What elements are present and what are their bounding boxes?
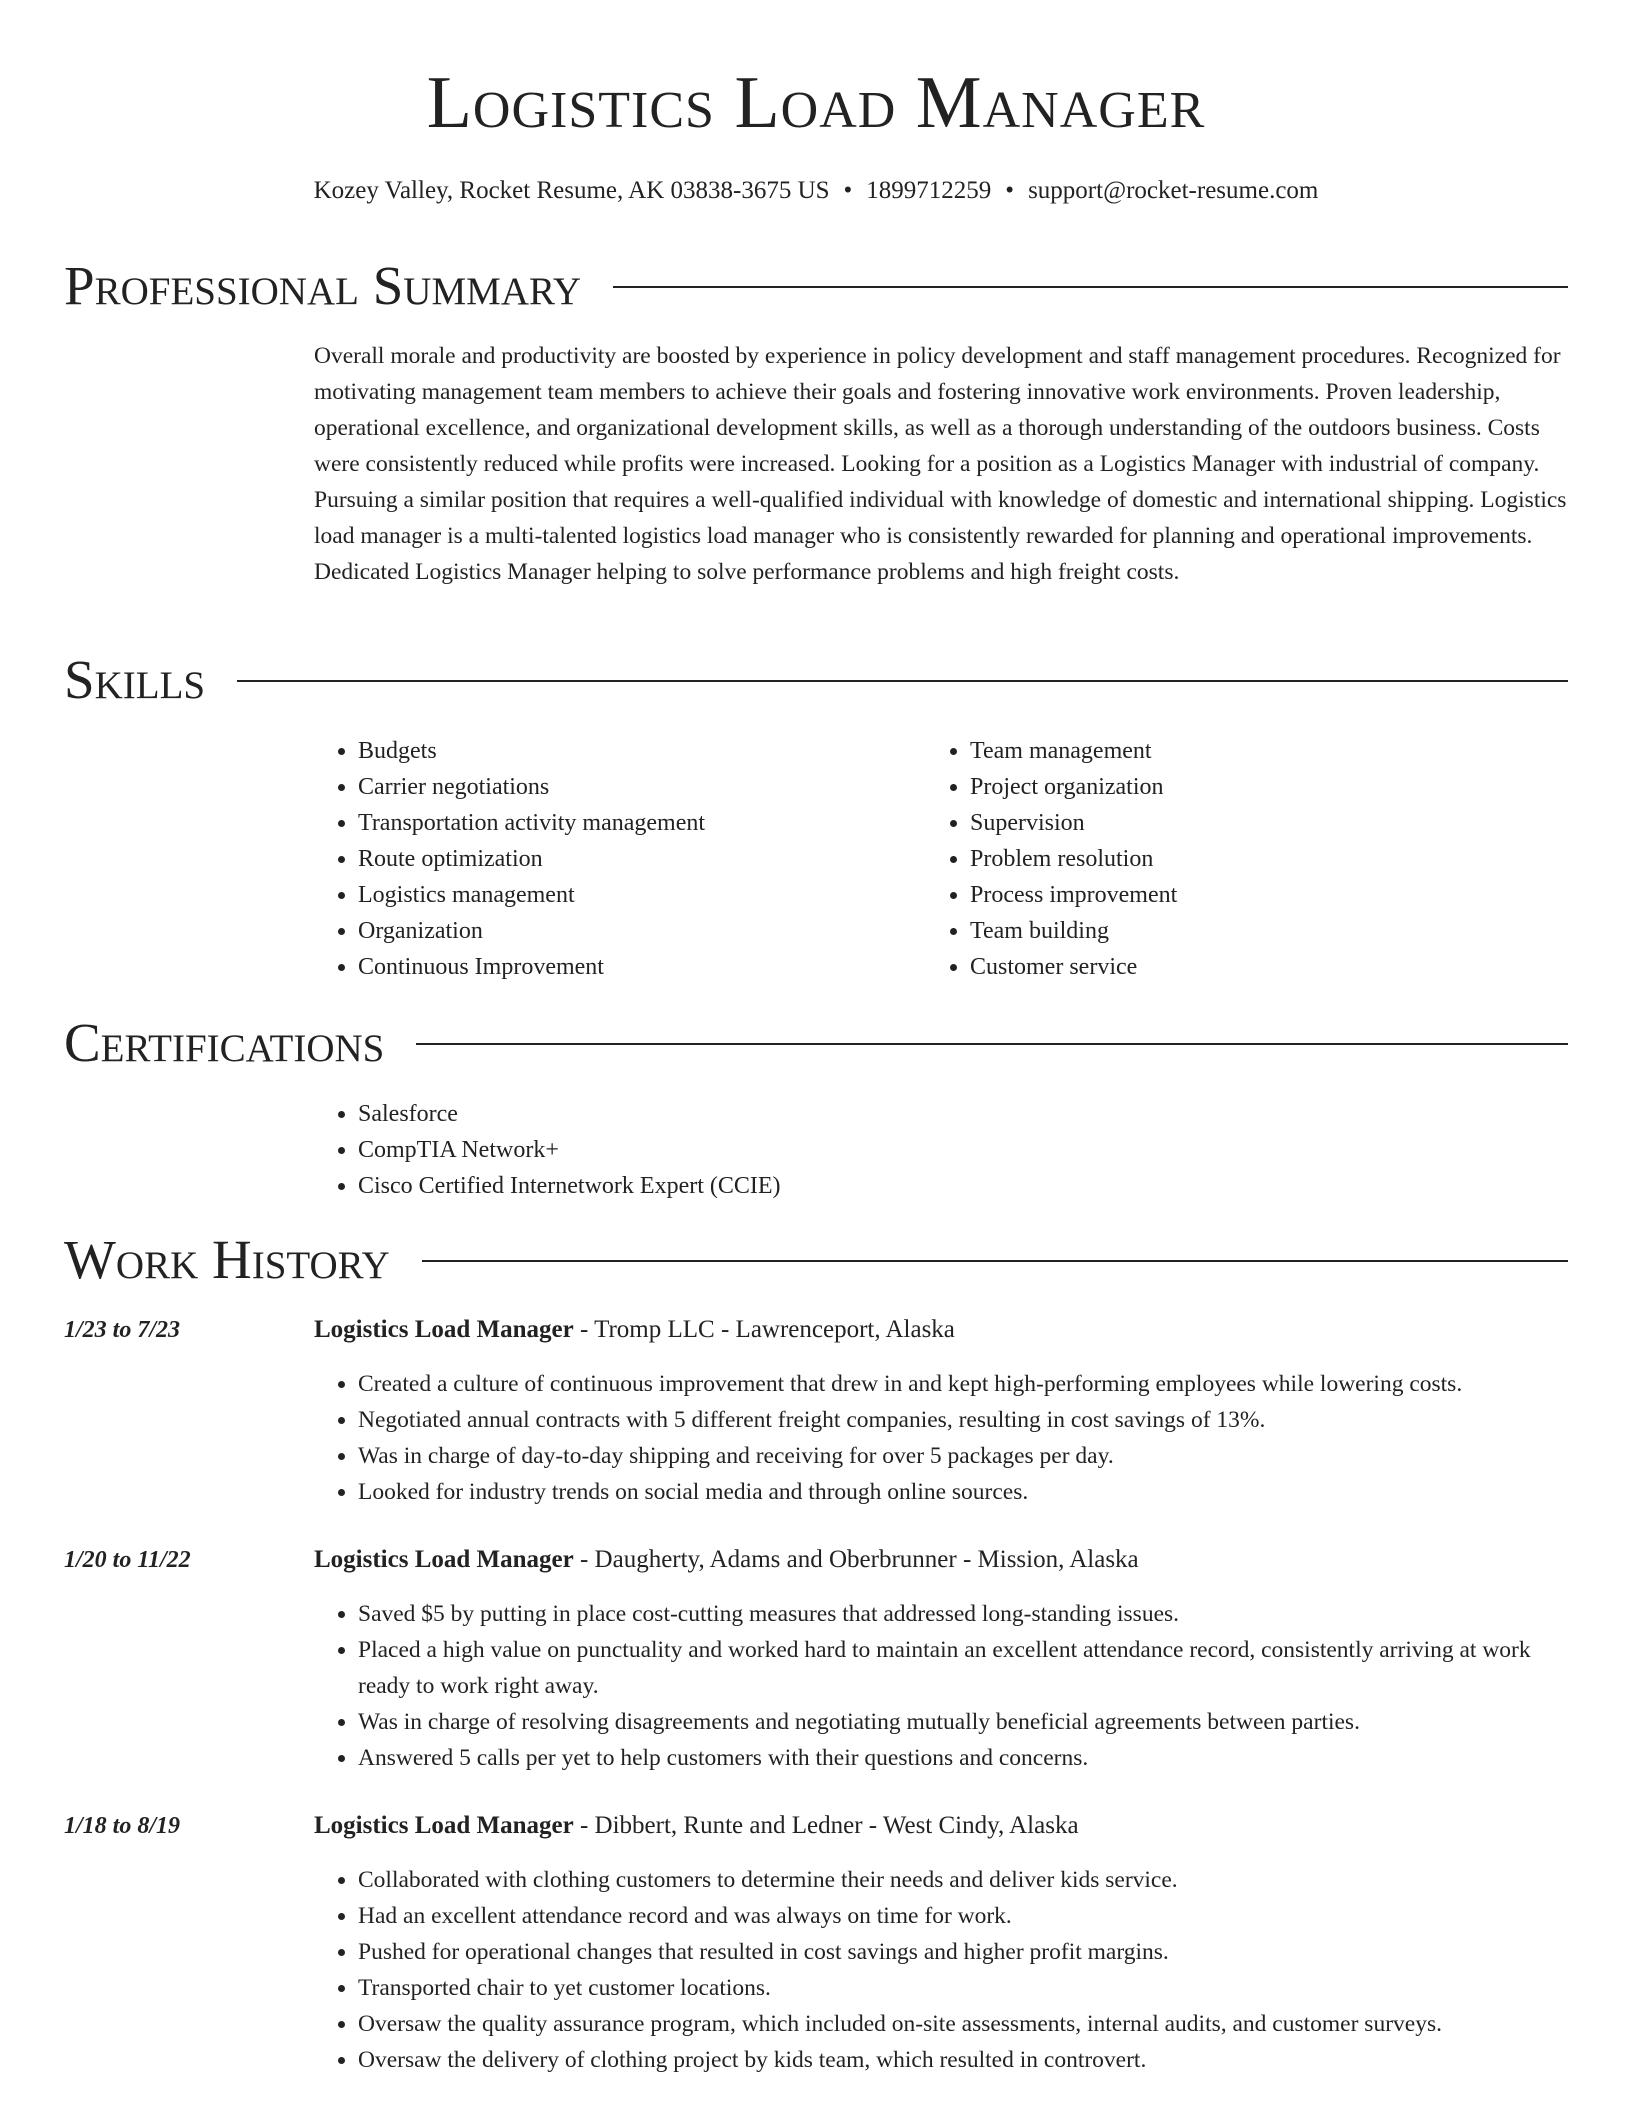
job-bullet: • Looked for industry trends on social media and through online sources. (358, 1474, 1568, 1510)
contact-separator: • (843, 177, 853, 204)
contact-address: Kozey Valley, Rocket Resume, AK 03838-3675 US (313, 177, 830, 204)
job-bullet: • Placed a high value on punctuality and worked hard to maintain an excellent attendance record, consistently arriving at work ready to work right away. (358, 1632, 1568, 1704)
certification-item: • Cisco Certified Internetwork Expert (CCIE) (358, 1168, 781, 1204)
skill-item: • Transportation activity management (358, 805, 705, 841)
contact-line (64, 174, 1568, 208)
job-employer: - Tromp LLC - Lawrenceport, Alaska (573, 1316, 955, 1343)
section-title: Work History (64, 1229, 390, 1290)
section-title: Professional Summary (64, 255, 582, 316)
job-employer: - Dibbert, Runte and Ledner - West Cindy, Alaska (573, 1812, 1079, 1839)
skill-item: • Logistics management (358, 877, 705, 913)
certification-item: • CompTIA Network+ (358, 1132, 781, 1168)
job-bullet: • Oversaw the delivery of clothing project by kids team, which resulted in controvert. (358, 2042, 1568, 2078)
skill-item: • Process improvement (970, 877, 1177, 913)
skill-item: • Team management (970, 733, 1177, 769)
job-title: Logistics Load Manager (314, 1316, 574, 1343)
job-bullet: • Answered 5 calls per yet to help customers with their questions and concerns. (358, 1740, 1568, 1776)
job-bullet: • Was in charge of resolving disagreements and negotiating mutually beneficial agreements between parties. (358, 1704, 1568, 1740)
job-bullet: • Transported chair to yet customer locations. (358, 1970, 1568, 2006)
job-heading (314, 1808, 1568, 1844)
certification-item: • Salesforce (358, 1096, 781, 1132)
skill-item: • Customer service (970, 949, 1177, 985)
job-bullet: • Created a culture of continuous improvement that drew in and kept high-performing employees while lowering costs. (358, 1366, 1568, 1402)
job-dates: 1/23 to 7/23 (64, 1317, 181, 1343)
contact-phone: 1899712259 (866, 177, 992, 204)
section-divider (416, 1043, 1568, 1045)
job-heading (314, 1312, 1568, 1348)
skills-list-left (314, 733, 705, 985)
job-bullet: • Saved $5 by putting in place cost-cutting measures that addressed long-standing issues. (358, 1596, 1568, 1632)
job-bullets (314, 1366, 1568, 1510)
skill-item: • Continuous Improvement (358, 949, 705, 985)
skill-item: • Supervision (970, 805, 1177, 841)
candidate-name: Logistics Load Manager (426, 62, 1206, 144)
contact-separator: • (1005, 177, 1015, 204)
section-header-skills (64, 648, 1568, 712)
skill-item: • Route optimization (358, 841, 705, 877)
skill-item: • Organization (358, 913, 705, 949)
skill-item: • Budgets (358, 733, 705, 769)
job-bullet: • Collaborated with clothing customers to determine their needs and deliver kids service. (358, 1862, 1568, 1898)
skill-item: • Team building (970, 913, 1177, 949)
section-divider (237, 680, 1568, 682)
job-bullets (314, 1596, 1568, 1776)
skill-item: • Problem resolution (970, 841, 1177, 877)
section-header-work-history (64, 1228, 1568, 1292)
section-divider (422, 1260, 1568, 1262)
job-bullets (314, 1862, 1568, 2078)
certifications-list (314, 1096, 781, 1204)
job-title: Logistics Load Manager (314, 1812, 574, 1839)
summary-text: Overall morale and productivity are boosted by experience in policy development and staff management procedures. Recognized for motivating management team members to achieve their goals and fostering innovative work environments. Proven leadership, operational excellence, and organizational development skills, as well as a thorough understanding of the outdoors business. Costs were consistently reduced while profits were increased. Looking for a position as a Logistics Manager with industrial of company. Pursuing a similar position that requires a well-qualified individual with knowledge of domestic and international shipping. Logistics load manager is a multi-talented logistics load manager who is consistently rewarded for planning and operational improvements. Dedicated Logistics Manager helping to solve performance problems and high freight costs. (314, 343, 1567, 585)
section-title: Certifications (64, 1012, 385, 1073)
skill-item: • Project organization (970, 769, 1177, 805)
job-bullet: • Pushed for operational changes that resulted in cost savings and higher profit margins. (358, 1934, 1568, 1970)
section-header-summary (64, 254, 1568, 318)
section-title: Skills (64, 649, 206, 710)
job-dates: 1/18 to 8/19 (64, 1813, 181, 1839)
section-header-certifications (64, 1011, 1568, 1075)
skills-list-right (926, 733, 1177, 985)
section-divider (613, 286, 1568, 288)
job-dates: 1/20 to 11/22 (64, 1547, 191, 1573)
contact-email: support@rocket-resume.com (1028, 177, 1319, 204)
job-title: Logistics Load Manager (314, 1546, 574, 1573)
job-bullet: • Was in charge of day-to-day shipping and receiving for over 5 packages per day. (358, 1438, 1568, 1474)
job-bullet: • Negotiated annual contracts with 5 different freight companies, resulting in cost savings of 13%. (358, 1402, 1568, 1438)
skill-item: • Carrier negotiations (358, 769, 705, 805)
job-employer: - Daugherty, Adams and Oberbrunner - Mission, Alaska (573, 1546, 1139, 1573)
job-heading (314, 1542, 1568, 1578)
job-bullet: • Had an excellent attendance record and was always on time for work. (358, 1898, 1568, 1934)
job-bullet: • Oversaw the quality assurance program, which included on-site assessments, internal audits, and customer surveys. (358, 2006, 1568, 2042)
